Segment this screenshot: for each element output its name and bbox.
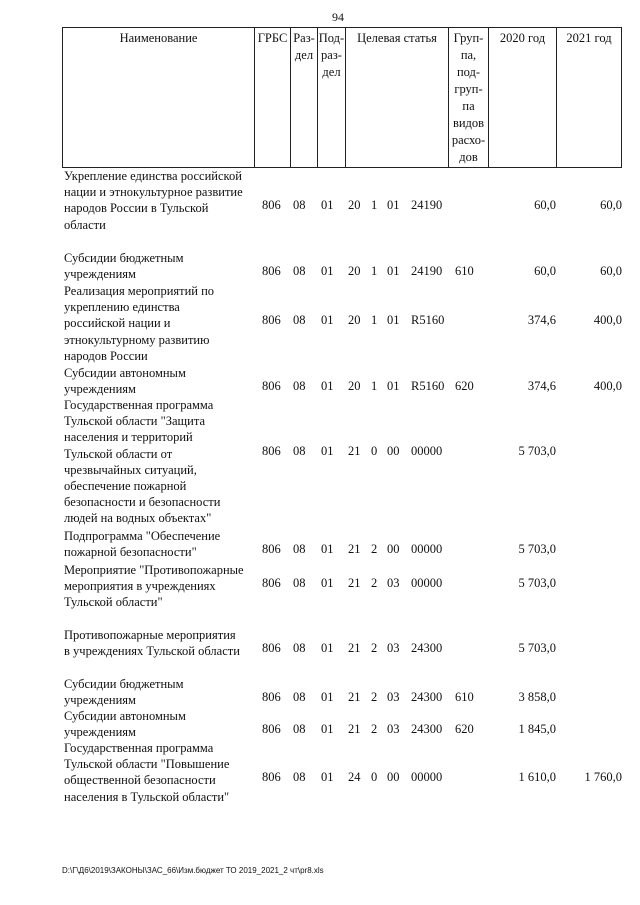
amount-2021: 60,0 <box>600 198 622 213</box>
razdel-cell: 08 <box>293 641 306 656</box>
podrazdel-cell: 01 <box>321 690 334 705</box>
podrazdel-cell: 01 <box>321 542 334 557</box>
row-name-line: Государственная программа <box>64 741 214 755</box>
target-code-3: 00 <box>387 542 400 557</box>
target-code-1: 20 <box>348 313 361 328</box>
razdel-cell: 08 <box>293 722 306 737</box>
amount-2021: 60,0 <box>600 264 622 279</box>
header-group-line: под- <box>456 65 481 79</box>
row-name-line: Укрепление единства российской <box>64 169 242 183</box>
row-name-line: людей на водных объектах" <box>64 511 212 526</box>
podrazdel-cell: 01 <box>321 379 334 394</box>
target-code-2: 1 <box>371 313 378 328</box>
amount-2020: 3 858,0 <box>518 690 556 705</box>
target-code-3: 03 <box>387 641 400 656</box>
amount-2020: 5 703,0 <box>518 641 556 656</box>
podrazdel-cell: 01 <box>321 641 334 656</box>
row-name <box>64 708 256 740</box>
target-code-3: 00 <box>387 443 400 458</box>
group-cell: 610 <box>455 690 474 705</box>
target-code-2: 1 <box>371 264 378 279</box>
target-code-1: 21 <box>348 641 361 656</box>
target-code-2: 2 <box>371 690 378 705</box>
header-podrazdel-line: дел <box>322 65 341 79</box>
amount-2021: 400,0 <box>593 379 622 394</box>
amount-2021: 1 760,0 <box>584 770 622 785</box>
grbs-cell: 806 <box>262 313 281 328</box>
row-name <box>64 283 256 364</box>
grbs-cell: 806 <box>262 770 281 785</box>
grbs-cell: 806 <box>262 198 281 213</box>
row-name-line: Тульской области от <box>64 446 173 461</box>
grbs-cell: 806 <box>262 379 281 394</box>
row-name <box>64 562 256 611</box>
row-name <box>64 528 256 560</box>
podrazdel-cell: 01 <box>321 722 334 737</box>
target-code-2: 2 <box>371 576 378 591</box>
target-code-2: 2 <box>371 641 378 656</box>
row-name-line: обеспечение пожарной <box>64 479 187 494</box>
header-group <box>449 28 489 167</box>
row-name-line: Тульской области "Защита <box>64 414 206 429</box>
target-code-2: 1 <box>371 379 378 394</box>
amount-2020: 374,6 <box>527 313 556 328</box>
target-code-1: 20 <box>348 379 361 394</box>
target-code-4: R5160 <box>411 379 445 394</box>
amount-2020: 5 703,0 <box>518 576 556 591</box>
row-name-line: в учреждениях Тульской области <box>64 644 240 659</box>
amount-2020: 60,0 <box>534 264 556 279</box>
podrazdel-cell: 01 <box>321 576 334 591</box>
target-code-1: 21 <box>348 690 361 705</box>
amount-2020: 5 703,0 <box>518 542 556 557</box>
target-code-4: 24190 <box>411 264 443 279</box>
table-header <box>62 27 622 168</box>
amount-2020: 1 610,0 <box>518 770 556 785</box>
header-group-line: расхо- <box>451 133 486 147</box>
grbs-cell: 806 <box>262 576 281 591</box>
grbs-cell: 806 <box>262 443 281 458</box>
target-code-2: 1 <box>371 198 378 213</box>
razdel-cell: 08 <box>293 770 306 785</box>
row-name <box>64 627 256 659</box>
row-name-line: Государственная программа <box>64 398 214 412</box>
group-cell: 620 <box>455 379 474 394</box>
razdel-cell: 08 <box>293 313 306 328</box>
header-name-label: Наименование <box>119 31 198 45</box>
row-name <box>64 397 256 527</box>
row-name-line: Мероприятие "Противопожарные <box>64 563 244 577</box>
target-code-2: 0 <box>371 770 378 785</box>
header-2020 <box>489 28 557 167</box>
header-razdel-line: Раз- <box>293 31 315 45</box>
amount-2021: 400,0 <box>593 313 622 328</box>
header-group-line: дов <box>459 150 478 164</box>
amount-2020: 5 703,0 <box>518 443 556 458</box>
target-code-1: 21 <box>348 443 361 458</box>
row-name <box>64 676 256 708</box>
row-name-line: населения и территорий <box>64 430 193 445</box>
podrazdel-cell: 01 <box>321 198 334 213</box>
row-name-line: Субсидии автономным <box>64 366 186 380</box>
podrazdel-cell: 01 <box>321 770 334 785</box>
grbs-cell: 806 <box>262 542 281 557</box>
row-name-line: Субсидии бюджетным <box>64 251 184 265</box>
target-code-3: 03 <box>387 576 400 591</box>
header-target-label: Целевая статья <box>357 31 437 45</box>
row-name <box>64 250 256 282</box>
header-grbs <box>255 28 291 167</box>
target-code-1: 24 <box>348 770 361 785</box>
row-name-line: Подпрограмма "Обеспечение <box>64 529 221 543</box>
amount-2020: 1 845,0 <box>518 722 556 737</box>
row-name-line: учреждениям <box>64 382 136 397</box>
target-code-2: 2 <box>371 722 378 737</box>
target-code-4: 24300 <box>411 690 443 705</box>
row-name-line: Противопожарные мероприятия <box>64 628 236 642</box>
row-name <box>64 740 256 805</box>
razdel-cell: 08 <box>293 198 306 213</box>
row-name-line: чрезвычайных ситуаций, <box>64 462 197 477</box>
target-code-1: 21 <box>348 576 361 591</box>
grbs-cell: 806 <box>262 690 281 705</box>
target-code-3: 01 <box>387 264 400 279</box>
target-code-3: 01 <box>387 313 400 328</box>
row-name-line: области <box>64 217 106 232</box>
header-grbs-label: ГРБС <box>257 31 288 45</box>
row-name-line: нации и этнокультурное развитие <box>64 185 243 200</box>
row-name-line: населения в Тульской области" <box>64 789 230 804</box>
target-code-3: 01 <box>387 198 400 213</box>
podrazdel-cell: 01 <box>321 443 334 458</box>
amount-2020: 60,0 <box>534 198 556 213</box>
row-name-line: народов России <box>64 348 148 363</box>
header-group-line: па, <box>460 48 477 62</box>
target-code-3: 03 <box>387 722 400 737</box>
row-name <box>64 168 256 233</box>
podrazdel-cell: 01 <box>321 264 334 279</box>
header-name <box>63 28 255 167</box>
row-name-line: безопасности и безопасности <box>64 495 221 510</box>
row-name-line: мероприятия в учреждениях <box>64 579 216 594</box>
row-name-line: российской нации и <box>64 316 171 331</box>
grbs-cell: 806 <box>262 264 281 279</box>
target-code-4: 24300 <box>411 641 443 656</box>
row-name-line: учреждениям <box>64 267 136 282</box>
group-cell: 620 <box>455 722 474 737</box>
row-name-line: Тульской области "Повышение <box>64 757 230 772</box>
row-name-line: пожарной безопасности" <box>64 545 197 560</box>
header-podrazdel-line: раз- <box>321 48 342 62</box>
target-code-4: 00000 <box>411 576 443 591</box>
target-code-3: 00 <box>387 770 400 785</box>
target-code-4: 24300 <box>411 722 443 737</box>
target-code-1: 21 <box>348 542 361 557</box>
podrazdel-cell: 01 <box>321 313 334 328</box>
row-name-line: народов России в Тульской <box>64 201 209 216</box>
razdel-cell: 08 <box>293 690 306 705</box>
target-code-4: 00000 <box>411 443 443 458</box>
page-number: 94 <box>332 10 344 24</box>
header-2020-label: 2020 год <box>499 31 546 45</box>
row-name-line: укреплению единства <box>64 300 180 315</box>
grbs-cell: 806 <box>262 641 281 656</box>
group-cell: 610 <box>455 264 474 279</box>
target-code-3: 03 <box>387 690 400 705</box>
row-name-line: учреждениям <box>64 725 136 740</box>
row-name-line: Субсидии автономным <box>64 709 186 723</box>
file-path-footer: D:\Г\Д6\2019\ЗАКОНЫ\ЗАС_66\Изм.бюджет ТО 2019_2021_2 чт\pr8.xls <box>62 866 324 875</box>
row-name-line: Субсидии бюджетным <box>64 677 184 691</box>
target-code-4: R5160 <box>411 313 445 328</box>
target-code-2: 2 <box>371 542 378 557</box>
razdel-cell: 08 <box>293 264 306 279</box>
razdel-cell: 08 <box>293 576 306 591</box>
row-name <box>64 365 256 397</box>
razdel-cell: 08 <box>293 379 306 394</box>
header-podrazdel <box>318 28 346 167</box>
razdel-cell: 08 <box>293 542 306 557</box>
grbs-cell: 806 <box>262 722 281 737</box>
target-code-1: 20 <box>348 264 361 279</box>
row-name-line: общественной безопасности <box>64 773 216 788</box>
header-group-line: видов <box>452 116 485 130</box>
row-name-line: этнокультурному развитию <box>64 332 210 347</box>
header-2021-label: 2021 год <box>566 31 612 45</box>
row-name-line: Тульской области" <box>64 595 163 610</box>
header-target <box>346 28 449 167</box>
target-code-4: 24190 <box>411 198 443 213</box>
header-podrazdel-line: Под- <box>318 31 345 45</box>
header-2021 <box>557 28 621 167</box>
header-razdel-line: дел <box>294 48 314 62</box>
header-group-line: па <box>462 99 475 113</box>
header-razdel <box>291 28 318 167</box>
target-code-1: 20 <box>348 198 361 213</box>
target-code-4: 00000 <box>411 770 443 785</box>
target-code-3: 01 <box>387 379 400 394</box>
target-code-2: 0 <box>371 443 378 458</box>
amount-2020: 374,6 <box>527 379 556 394</box>
row-name-line: Реализация мероприятий по <box>64 284 215 298</box>
target-code-1: 21 <box>348 722 361 737</box>
header-group-line: Груп- <box>453 31 484 45</box>
razdel-cell: 08 <box>293 443 306 458</box>
header-group-line: груп- <box>454 82 483 96</box>
target-code-4: 00000 <box>411 542 443 557</box>
row-name-line: учреждениям <box>64 693 136 708</box>
